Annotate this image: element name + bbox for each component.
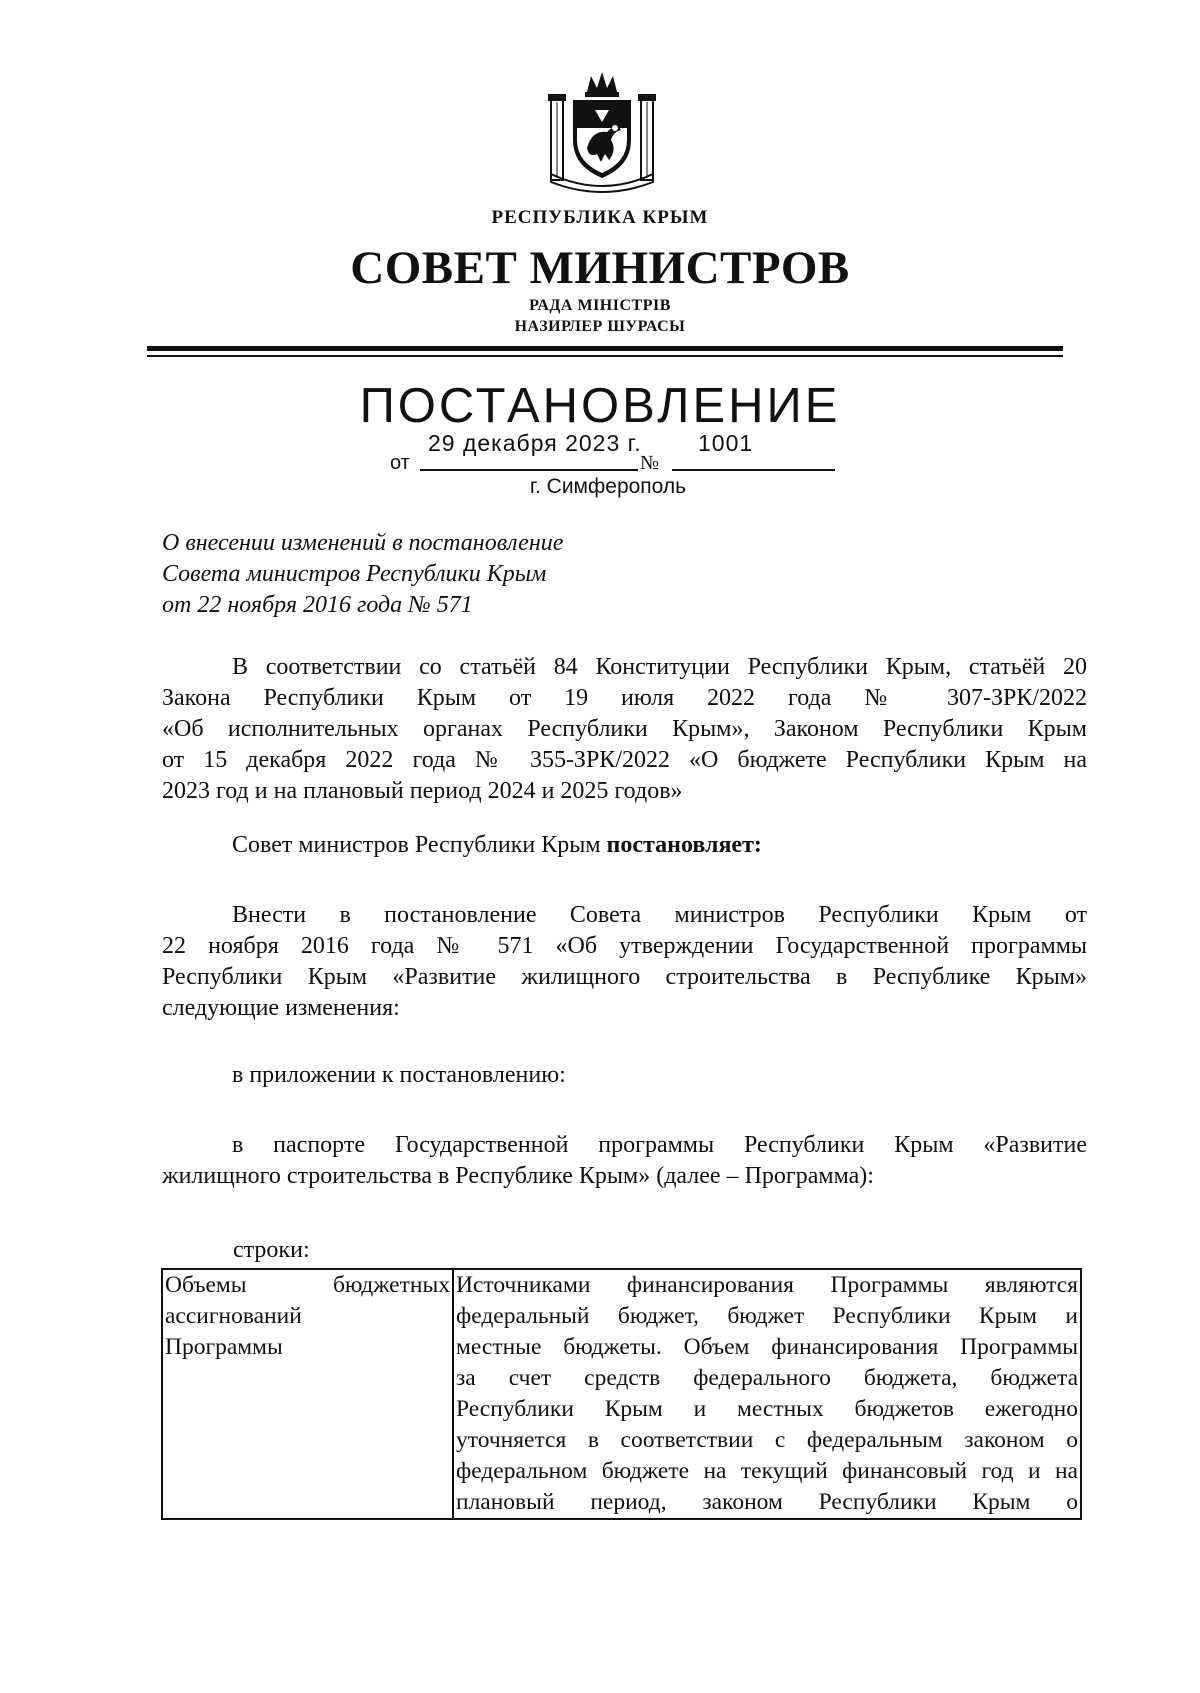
cell-line: Объемы бюджетных <box>165 1272 450 1298</box>
text-line: 2023 год и на плановый период 2024 и 2025 годов» <box>162 778 683 804</box>
number-underline <box>672 469 835 471</box>
text-line: «Об исполнительных органах Республики Крым», Законом Республики Крым <box>162 716 1087 742</box>
decree-number: 1001 <box>698 430 754 456</box>
cell-line: уточняется в соответствии с федеральным законом о <box>456 1427 1078 1453</box>
cell-line: Республики Крым и местных бюджетов ежегодно <box>456 1396 1078 1422</box>
number-label: № <box>640 452 660 474</box>
cell-line: федеральном бюджете на текущий финансовый год и на <box>456 1458 1078 1484</box>
subject-line: Совета министров Республики Крым <box>162 561 547 587</box>
cell-line: федеральный бюджет, бюджет Республики Крым и <box>456 1303 1078 1329</box>
cell-line: местные бюджеты. Объем финансирования Программы <box>456 1334 1078 1360</box>
resolves-keyword: постановляет: <box>606 832 762 858</box>
passport-table <box>161 1268 1082 1520</box>
council-name-ukrainian: РАДА МІНІСТРІВ <box>529 297 671 314</box>
table-cell-value <box>453 1269 1081 1519</box>
cell-line: плановый период, законом Республики Крым о <box>456 1489 1078 1515</box>
rows-label: строки: <box>233 1237 310 1263</box>
decree-date: 29 декабря 2023 г. <box>428 430 642 456</box>
table-row <box>162 1269 1081 1519</box>
paragraph-resolves <box>162 830 1087 861</box>
date-underline <box>420 469 638 471</box>
text-line: Республики Крым «Развитие жилищного строительства в Республике Крым» <box>162 964 1087 990</box>
paragraph-passport <box>162 1130 1087 1192</box>
table-cell-label <box>162 1269 453 1519</box>
header-rule-thin <box>147 355 1063 357</box>
text-line: от 15 декабря 2022 года № 355-ЗРК/2022 «О бюджете Республики Крым на <box>162 747 1087 773</box>
text-line: в приложении к постановлению: <box>232 1062 566 1088</box>
cell-line: Источниками финансирования Программы являются <box>456 1272 1078 1298</box>
decree-subject <box>162 528 563 621</box>
republic-name: РЕСПУБЛИКА КРЫМ <box>491 207 709 228</box>
subject-line: О внесении изменений в постановление <box>162 530 564 556</box>
paragraph-amend <box>162 900 1087 1024</box>
text-line: 22 ноября 2016 года № 571 «Об утверждении Государственной программы <box>162 933 1087 959</box>
cell-line: ассигнований <box>165 1303 302 1329</box>
text-line: В соответствии со статьёй 84 Конституции Республики Крым, статьёй 20 <box>232 654 1087 680</box>
crimea-coat-of-arms-icon <box>547 70 657 195</box>
resolves-text: Совет министров Республики Крым <box>232 832 607 858</box>
paragraph-basis <box>162 652 1087 807</box>
subject-line: от 22 ноября 2016 года № 571 <box>162 592 473 618</box>
city: г. Симферополь <box>529 475 687 498</box>
text-line: Внести в постановление Совета министров Республики Крым от <box>232 902 1087 928</box>
header-rule-thick <box>147 346 1063 351</box>
cell-line: Программы <box>165 1334 283 1360</box>
text-line: Закона Республики Крым от 19 июля 2022 года № 307-ЗРК/2022 <box>162 685 1087 711</box>
from-label: от <box>390 452 410 474</box>
text-line: жилищного строительства в Республике Крым» (далее – Программа): <box>162 1163 874 1189</box>
cell-line: за счет средств федерального бюджета, бюджета <box>456 1365 1078 1391</box>
document-type-title: ПОСТАНОВЛЕНИЕ <box>359 379 841 433</box>
paragraph-appendix <box>162 1060 1087 1091</box>
council-name-crimean-tatar: НАЗИРЛЕР ШУРАСЫ <box>514 318 686 335</box>
text-line: следующие изменения: <box>162 995 400 1021</box>
council-name: СОВЕТ МИНИСТРОВ <box>350 242 850 294</box>
text-line: в паспорте Государственной программы Республики Крым «Развитие <box>232 1132 1087 1158</box>
